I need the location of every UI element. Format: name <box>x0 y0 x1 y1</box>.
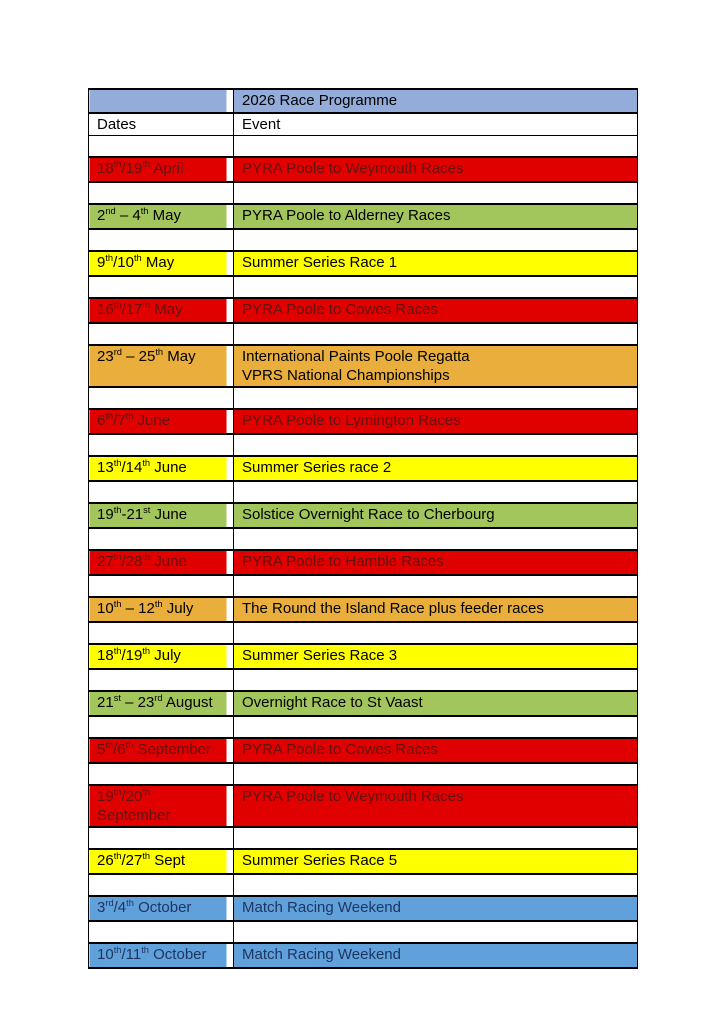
event-cell <box>234 434 638 456</box>
table-row <box>89 849 638 874</box>
date-cell: 13th/14th June <box>89 456 234 481</box>
event-cell: Match Racing Weekend <box>234 896 638 921</box>
spacer-row <box>89 434 638 456</box>
date-cell: 10th/11th October <box>89 943 234 968</box>
date-cell <box>89 528 234 550</box>
date-cell <box>89 874 234 896</box>
table-row <box>89 550 638 575</box>
event-cell: PYRA Poole to Alderney Races <box>234 204 638 229</box>
table-row <box>89 345 638 387</box>
event-cell <box>234 136 638 158</box>
date-cell <box>89 481 234 503</box>
table-row <box>89 298 638 323</box>
table-row <box>89 896 638 921</box>
event-cell <box>234 182 638 204</box>
event-cell <box>234 528 638 550</box>
date-cell: 19th/20th September <box>89 785 234 827</box>
table-row <box>89 644 638 669</box>
event-cell: PYRA Poole to Weymouth Races <box>234 785 638 827</box>
document-page <box>88 88 638 969</box>
event-cell <box>234 387 638 409</box>
table-row <box>89 503 638 528</box>
event-cell: The Round the Island Race plus feeder races <box>234 597 638 622</box>
event-cell: PYRA Poole to Lymington Races <box>234 409 638 434</box>
date-cell: 16th/17th May <box>89 298 234 323</box>
table-row <box>89 251 638 276</box>
date-cell <box>89 763 234 785</box>
event-cell <box>234 481 638 503</box>
event-cell <box>234 874 638 896</box>
date-cell: 10th – 12th July <box>89 597 234 622</box>
spacer-row <box>89 276 638 298</box>
event-cell: Summer Series Race 3 <box>234 644 638 669</box>
event-cell: Overnight Race to St Vaast <box>234 691 638 716</box>
spacer-row <box>89 575 638 597</box>
spacer-row <box>89 481 638 503</box>
date-cell <box>89 827 234 849</box>
event-cell <box>234 575 638 597</box>
event-cell <box>234 669 638 691</box>
spacer-row <box>89 182 638 204</box>
date-cell: 2nd – 4th May <box>89 204 234 229</box>
spacer-row <box>89 622 638 644</box>
date-cell: 23rd – 25th May <box>89 345 234 387</box>
dates-column-header: Dates <box>89 113 234 136</box>
spacer-row <box>89 387 638 409</box>
title-row-dates-cell <box>89 89 234 113</box>
event-cell: Summer Series Race 1 <box>234 251 638 276</box>
spacer-row <box>89 921 638 943</box>
date-cell: 5th/6th September <box>89 738 234 763</box>
table-row <box>89 943 638 968</box>
event-cell: Summer Series race 2 <box>234 456 638 481</box>
date-cell <box>89 182 234 204</box>
date-cell <box>89 387 234 409</box>
table-row <box>89 157 638 182</box>
date-cell: 18th/19th April <box>89 157 234 182</box>
date-cell <box>89 622 234 644</box>
table-row <box>89 204 638 229</box>
spacer-row <box>89 763 638 785</box>
date-cell: 19th-21st June <box>89 503 234 528</box>
event-cell: PYRA Poole to Hamble Races <box>234 550 638 575</box>
event-column-header: Event <box>234 113 638 136</box>
event-cell: PYRA Poole to Cowes Races <box>234 298 638 323</box>
spacer-row <box>89 323 638 345</box>
date-cell: 6th/7th June <box>89 409 234 434</box>
table-title: 2026 Race Programme <box>234 89 638 113</box>
event-cell: PYRA Poole to Weymouth Races <box>234 157 638 182</box>
spacer-row <box>89 229 638 251</box>
date-cell <box>89 136 234 158</box>
event-cell: Summer Series Race 5 <box>234 849 638 874</box>
table-row <box>89 738 638 763</box>
event-cell <box>234 921 638 943</box>
date-cell <box>89 229 234 251</box>
spacer-row <box>89 827 638 849</box>
spacer-row <box>89 528 638 550</box>
date-cell: 18th/19th July <box>89 644 234 669</box>
table-row <box>89 597 638 622</box>
table-row <box>89 409 638 434</box>
date-cell <box>89 716 234 738</box>
event-cell <box>234 229 638 251</box>
event-cell: PYRA Poole to Cowes Races <box>234 738 638 763</box>
table-row <box>89 691 638 716</box>
spacer-row <box>89 136 638 158</box>
date-cell <box>89 276 234 298</box>
event-cell <box>234 276 638 298</box>
event-cell <box>234 622 638 644</box>
spacer-row <box>89 716 638 738</box>
date-cell <box>89 575 234 597</box>
table-row <box>89 785 638 827</box>
date-cell <box>89 434 234 456</box>
date-cell: 3rd/4th October <box>89 896 234 921</box>
date-cell: 26th/27th Sept <box>89 849 234 874</box>
date-cell <box>89 669 234 691</box>
date-cell <box>89 921 234 943</box>
race-programme-table <box>88 88 638 969</box>
event-cell: Solstice Overnight Race to Cherbourg <box>234 503 638 528</box>
title-row <box>89 89 638 113</box>
event-cell <box>234 763 638 785</box>
event-cell: International Paints Poole Regatta VPRS National Championships <box>234 345 638 387</box>
spacer-row <box>89 669 638 691</box>
event-cell <box>234 716 638 738</box>
date-cell: 27th/28th June <box>89 550 234 575</box>
date-cell: 9th/10th May <box>89 251 234 276</box>
table-row <box>89 456 638 481</box>
date-cell <box>89 323 234 345</box>
event-cell <box>234 827 638 849</box>
column-header-row <box>89 113 638 136</box>
date-cell: 21st – 23rd August <box>89 691 234 716</box>
table-body <box>89 89 638 968</box>
spacer-row <box>89 874 638 896</box>
event-cell: Match Racing Weekend <box>234 943 638 968</box>
event-cell <box>234 323 638 345</box>
